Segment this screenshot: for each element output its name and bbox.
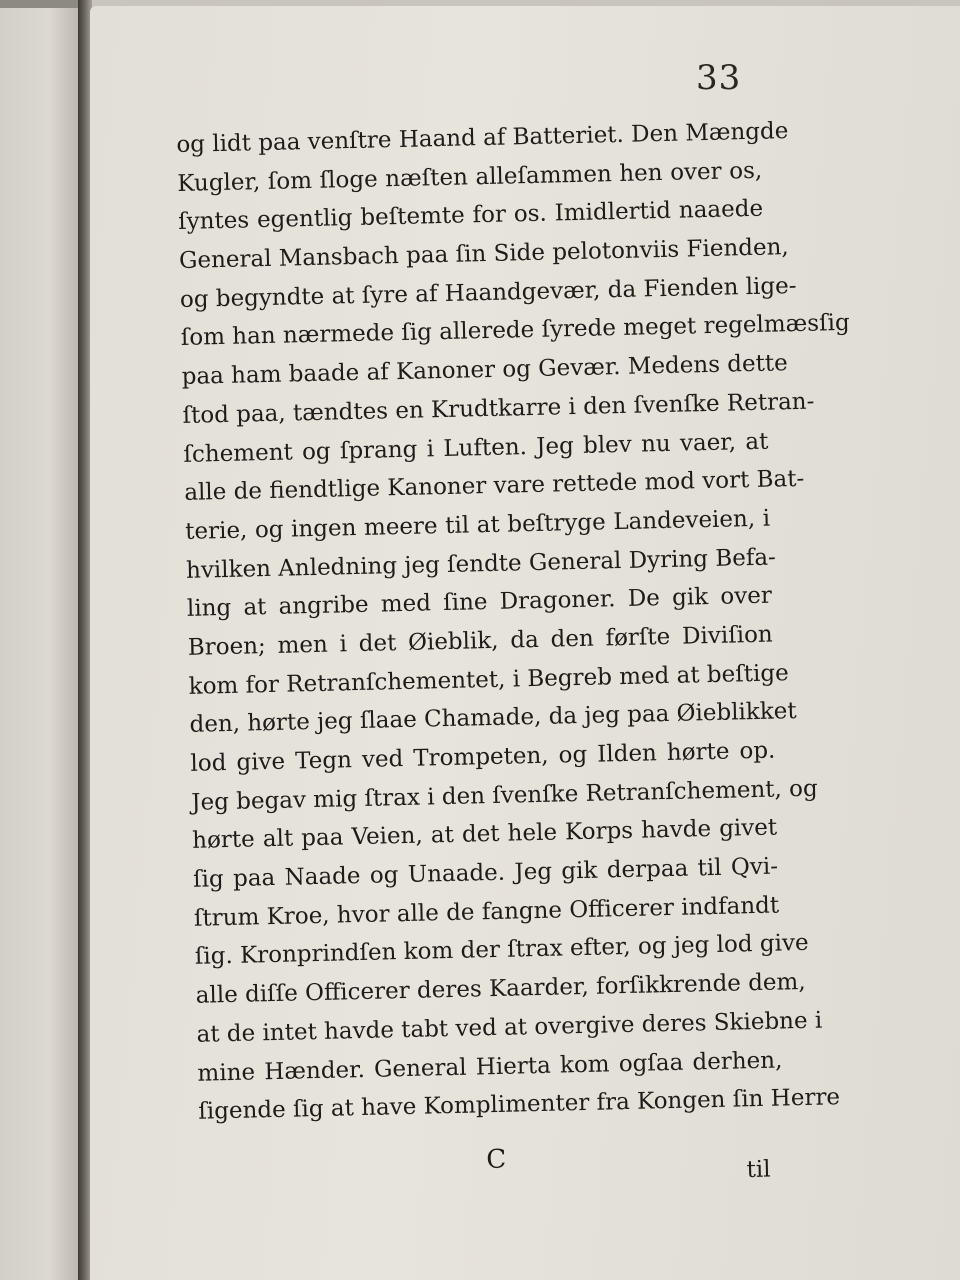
text-line: lod give Tegn ved Trompeten, og Ilden hørte op. xyxy=(190,737,776,777)
text-line: ſigende ſig at have Komplimenter fra Kongen ſin Herre xyxy=(198,1084,841,1125)
left-page xyxy=(0,8,82,1280)
text-line: at de intet havde tabt ved at overgive deres Skiebne i xyxy=(196,1007,823,1048)
text-line: ſyntes egentlig beſtemte for os. Imidlertid naaede xyxy=(177,196,764,236)
text-line: General Mansbach paa ſin Side pelotonviis Fienden, xyxy=(178,234,789,275)
text-line: hvilken Anledning jeg ſendte General Dyring Befa- xyxy=(185,544,777,584)
text-line: den, hørte jeg ſlaae Chamade, da jeg paa Øieblikket xyxy=(189,698,797,739)
text-line: kom for Retranſchementet, i Begreb med at beſtige xyxy=(188,659,789,700)
text-line: ling at angribe med ſine Dragoner. De gik over xyxy=(186,582,773,623)
page-number: 33 xyxy=(696,58,742,98)
body-text xyxy=(176,112,850,1131)
text-line: mine Hænder. General Hierta kom ogſaa derhen, xyxy=(197,1046,783,1087)
catchword: til xyxy=(746,1156,771,1184)
text-line: hørte alt paa Veien, at det hele Korps havde givet xyxy=(191,814,778,855)
text-line: alle de fiendtlige Kanoner vare rettede mod vort Bat- xyxy=(184,466,805,507)
text-line: Broen; men i det Øieblik, da den førſte Diviſion xyxy=(187,621,773,661)
text-line: ſtod paa, tændtes en Krudtkarre i den ſvenſke Retran- xyxy=(182,388,815,429)
text-line: ſtrum Kroe, hvor alle de fangne Officerer indfandt xyxy=(193,892,780,932)
signature-mark: C xyxy=(485,1144,507,1175)
text-line: paa ham baade af Kanoner og Gevær. Medens dette xyxy=(181,350,788,391)
text-line: og lidt paa venſtre Haand af Batteriet. Den Mængde xyxy=(176,118,789,158)
text-line: ſchement og ſprang i Luften. Jeg blev nu vaer, at xyxy=(183,428,769,468)
text-line: Kugler, ſom ſloge næſten alleſammen hen over os, xyxy=(177,157,763,197)
text-line: ſig paa Naade og Unaade. Jeg gik derpaa til Qvi- xyxy=(192,853,779,893)
text-line: Jeg begav mig ſtrax i den ſvenſke Retranſchement, og xyxy=(191,775,818,816)
text-line: ſom han nærmede ſig allerede ſyrede meget regelmæsſig xyxy=(180,310,850,352)
text-line: alle diſſe Officerer deres Kaarder, forſikkrende dem, xyxy=(195,969,806,1009)
text-line: og begyndte at ſyre af Haandgevær, da Fienden lige- xyxy=(179,272,797,313)
text-line: terie, og ingen meere til at beſtryge Landeveien, i xyxy=(184,505,771,545)
text-line: ſig. Kronprindſen kom der ſtrax efter, og jeg lod give xyxy=(194,930,809,971)
